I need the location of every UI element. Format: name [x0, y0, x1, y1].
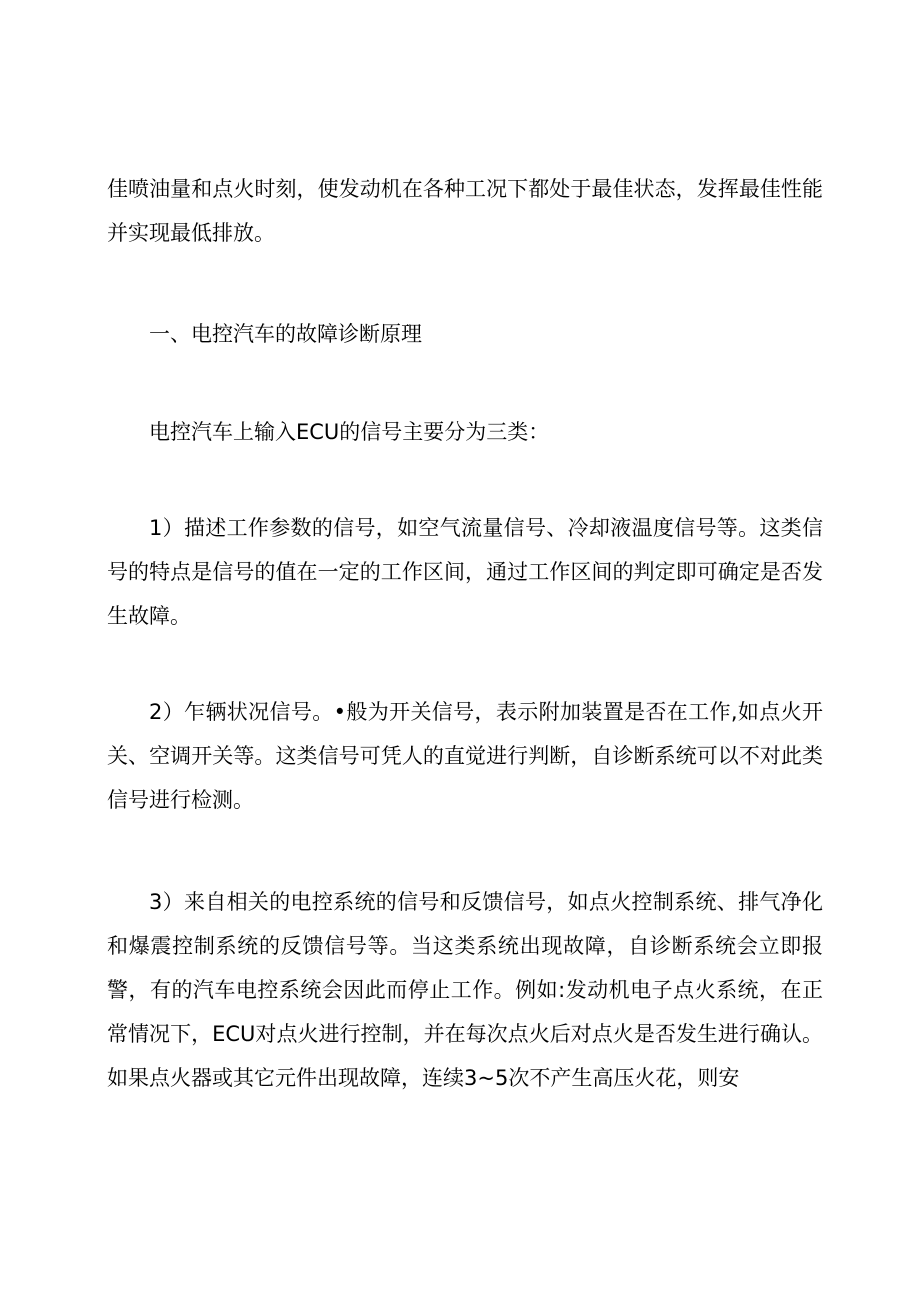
section-heading: 一、电控汽车的故障诊断原理	[149, 322, 422, 346]
paragraph-item-3: 3）来自相关的电控系统的信号和反馈信号，如点火控制系统、排气净化和爆震控制系统的反馈信号等。当这类系统出现故障，自诊断系统会立即报警，有的汽车电控系统会因此而停止工作。例如:发动机电子点火系统，在正常情况下，ECU对点火进行控制，并在每次点火后对点火是否发生进行确认。如果点火器或其它元件出现故障，连续3~5次不产生高压火花，则安	[107, 890, 823, 1090]
paragraph-item-2: 2）乍辆状况信号。•般为开关信号，表示附加装置是否在工作,如点火开关、空调开关等。这类信号可凭人的直觉进行判断，自诊断系统可以不对此类信号进行检测。	[107, 700, 823, 812]
paragraph-continuation: 佳喷油量和点火时刻，使发动机在各种工况下都处于最佳状态，发挥最佳性能并实现最低排放。	[107, 177, 823, 245]
paragraph-intro: 电控汽车上输入ECU的信号主要分为三类：	[149, 420, 550, 444]
paragraph-item-1: 1）描述工作参数的信号，如空气流量信号、冷却液温度信号等。这类信号的特点是信号的值在一定的工作区间，通过工作区间的判定即可确定是否发生故障。	[107, 516, 823, 628]
